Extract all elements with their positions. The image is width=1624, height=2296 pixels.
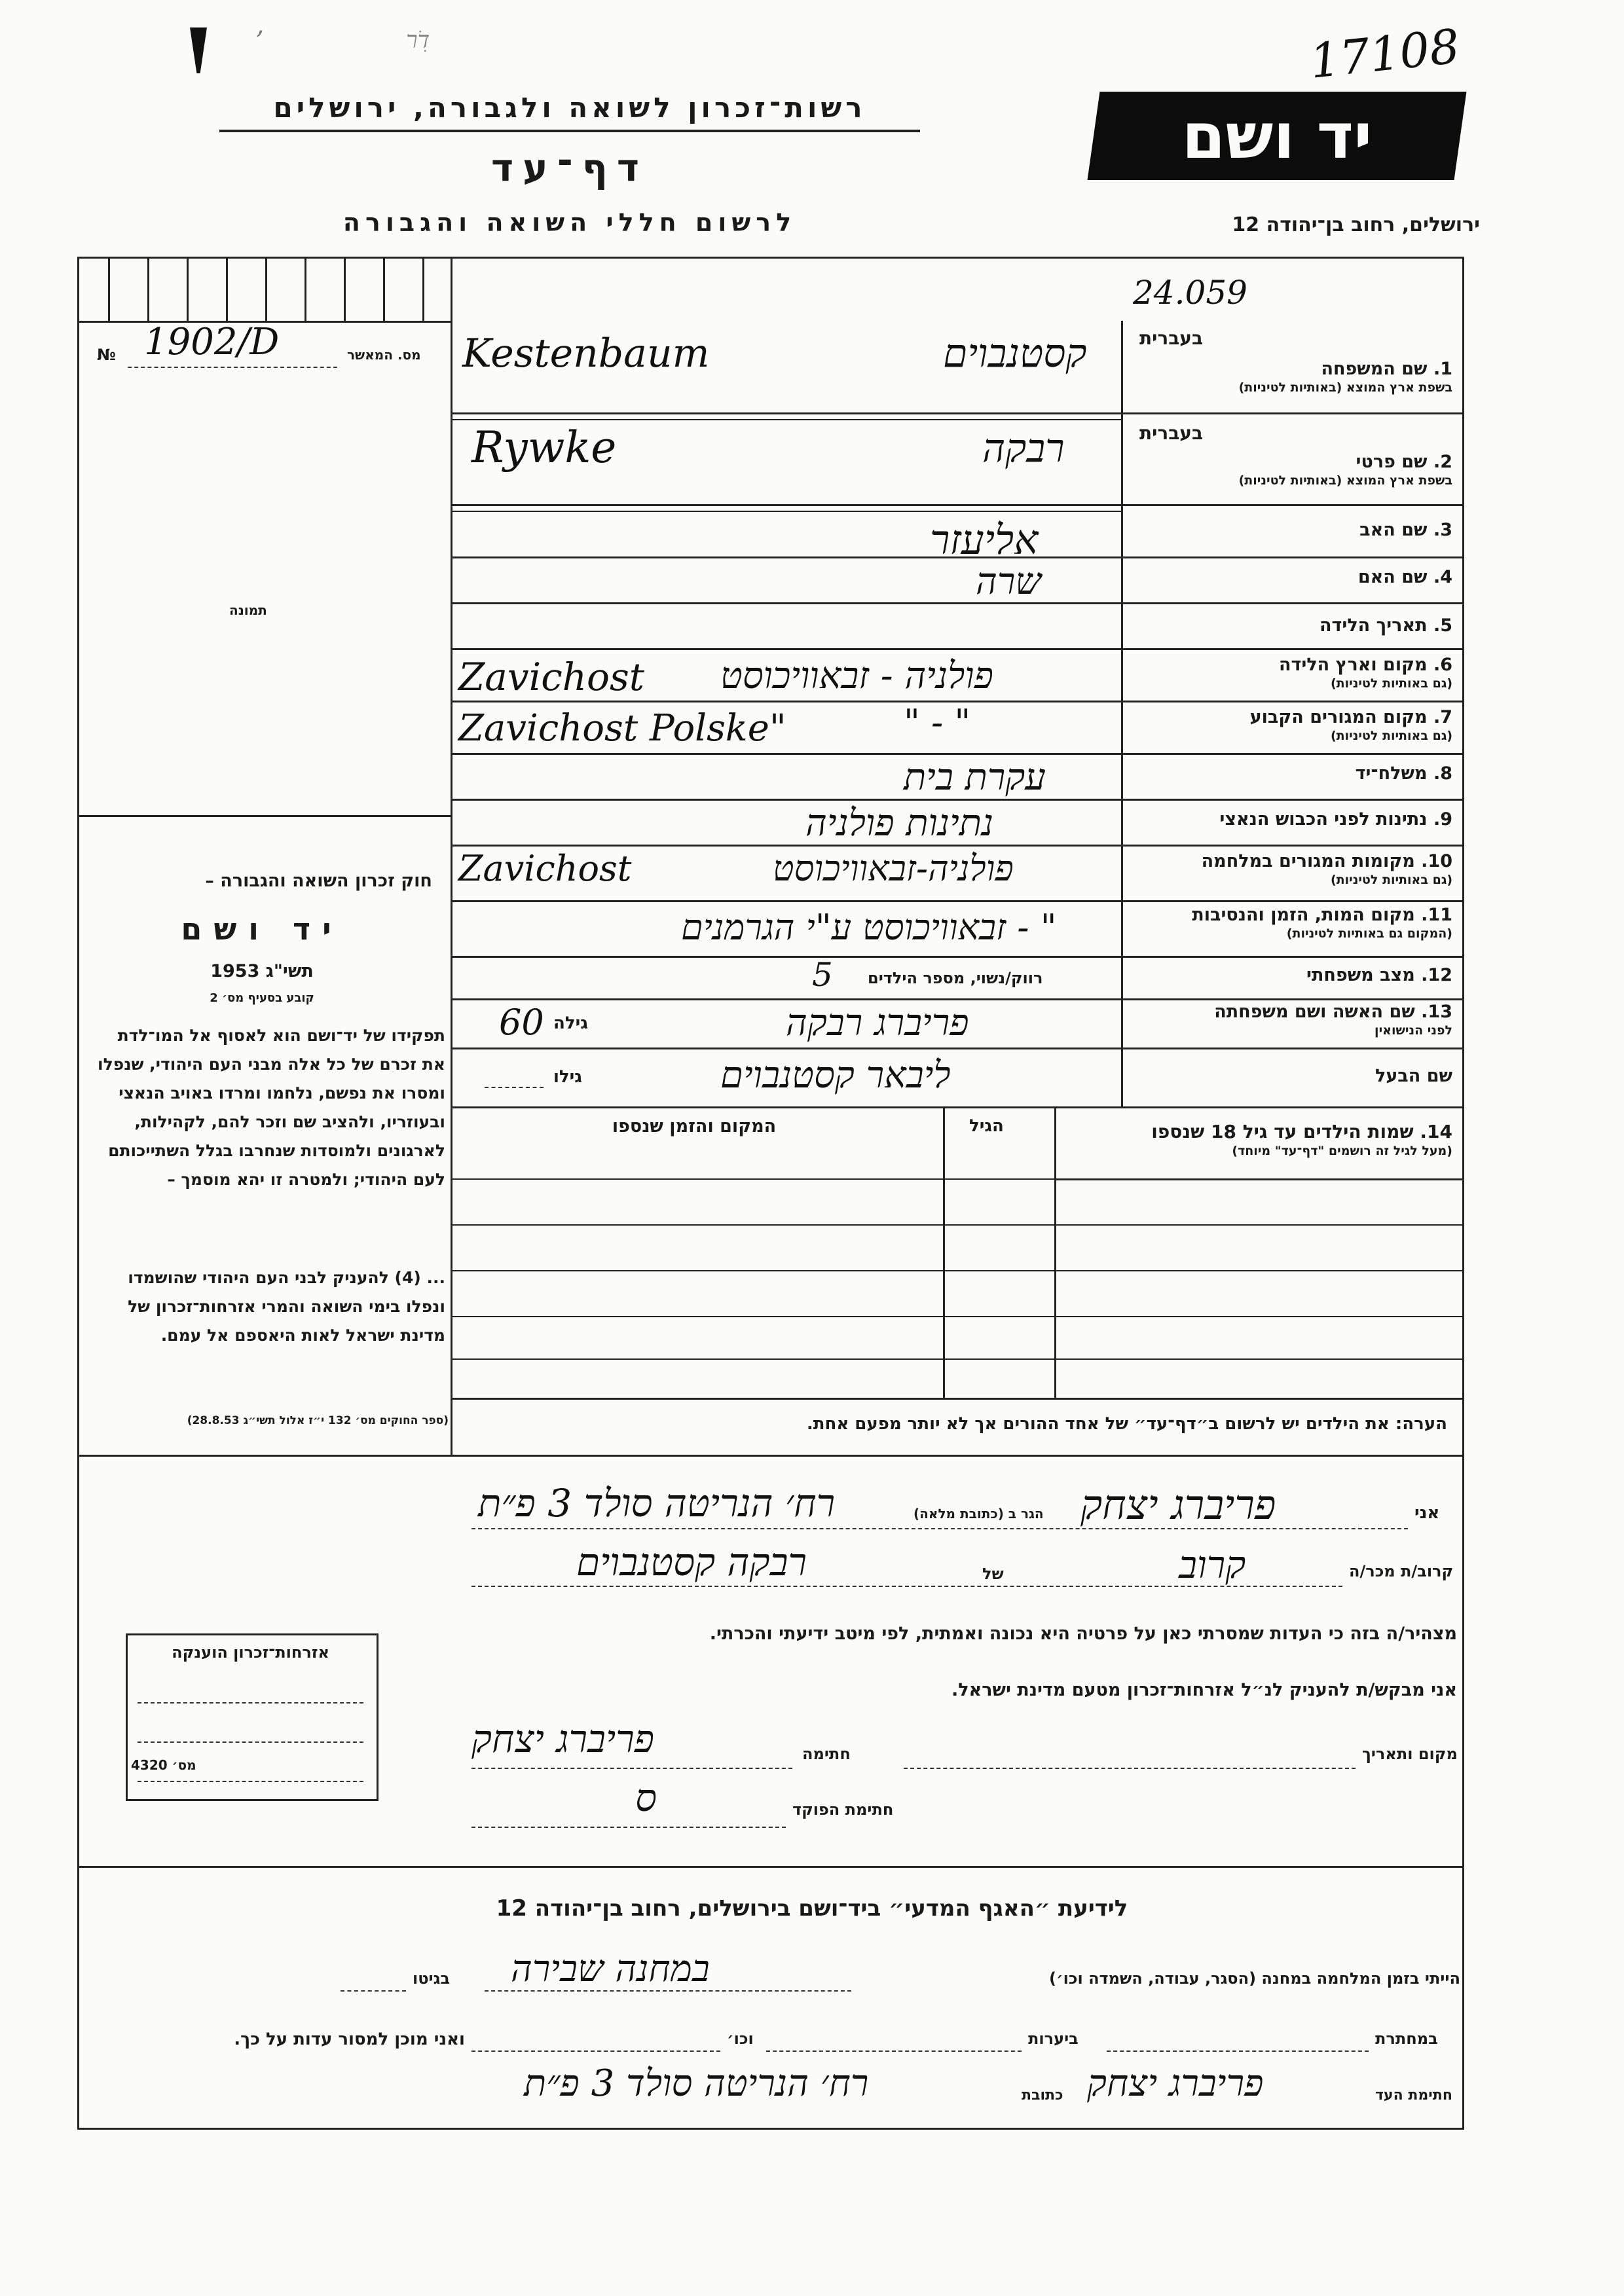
note: הערה: את הילדים יש לרשום ב״דף־עד״ של אחד ההורים אך לא יותר מפעם אחת. — [806, 1414, 1447, 1434]
row-line — [451, 998, 1462, 1000]
signature-value: פריברג יצחק — [471, 1717, 655, 1761]
field-3-label — [1359, 520, 1452, 540]
law-year: תשי"ג 1953 — [210, 961, 314, 981]
row-line — [451, 956, 1462, 958]
label-text: מקום המות, הזמן והנסיבות — [1192, 905, 1415, 925]
field-2-sub: בשפת ארץ המוצא (באותיות לטיניות) — [1238, 473, 1452, 488]
field-number: 3. — [1433, 520, 1452, 540]
children-col-divider — [1054, 1106, 1056, 1398]
frame-bottom — [77, 2128, 1464, 2130]
label-text: תאריך הלידה — [1319, 615, 1428, 636]
husband-age-label: גילו — [553, 1067, 582, 1087]
official-line — [471, 1827, 786, 1828]
husband-value: ליבאר קסטנבוים — [720, 1054, 951, 1097]
place-date-label: מקום ותאריך — [1362, 1745, 1458, 1763]
field-number: 14. — [1420, 1121, 1452, 1142]
husband-label: שם הבעל — [1375, 1066, 1452, 1086]
children-label — [1151, 1121, 1452, 1158]
corner-mark-mid: דִֹר — [406, 27, 430, 54]
corner-mark-right: ’ — [255, 26, 264, 56]
ready-label: ואני מוכן למסור עדות על כך. — [234, 2030, 465, 2049]
left-column-divider — [451, 257, 452, 1455]
box-divider — [226, 257, 228, 321]
witness-address-label: כתובת — [1022, 2087, 1063, 2104]
row-line — [451, 504, 1462, 506]
field-number: 10. — [1421, 851, 1452, 871]
field-10-label — [1202, 851, 1452, 887]
witness-label: חתימת העד — [1375, 2087, 1452, 2104]
serial-label: מס. המאשר — [347, 347, 421, 363]
official-value: ס — [635, 1776, 657, 1820]
address: ירושלים, רחוב בן־יהודה 12 — [1232, 213, 1480, 236]
field-3-value: אליעזר — [930, 516, 1039, 564]
camp-label: הייתי בזמן המלחמה במחנה (הסגר, עבודה, השמדה וכו׳) — [1049, 1969, 1460, 1988]
declarant-value: פריברג יצחק — [1080, 1481, 1276, 1529]
field-number: 13. — [1421, 1002, 1452, 1022]
field-number: 1. — [1433, 359, 1452, 379]
record-number: 24.059 — [1133, 274, 1247, 312]
frame-right — [1462, 257, 1464, 2129]
etc-line — [471, 2050, 720, 2052]
row-line — [451, 602, 1462, 604]
field-number: 12. — [1421, 965, 1452, 985]
field-4-value: שרה — [976, 560, 1041, 603]
field-1-hebrew: קסטנבוים — [943, 331, 1087, 376]
label-text: שמות הילדים עד גיל 18 שנספו — [1151, 1121, 1414, 1142]
field-6-hebrew: פולניה - זבאוויכוסט — [720, 655, 994, 697]
etc-label: וכו׳ — [727, 2030, 754, 2048]
field-7-latin: Zavichost Polske" — [458, 707, 786, 750]
frame-top — [77, 257, 1464, 259]
law-yad-vashem: יד ושם — [181, 911, 343, 947]
field-11-label — [1192, 905, 1452, 941]
frame-left — [77, 257, 79, 2129]
law-body: תפקידו של יד־ושם הוא לאסוף אל המו־לדת את זכרם של כל אלה מבני העם היהודי, שנפלו ומסרו את נפשם, נלחמו ומרדו באויב הנאצי ובעוזריו, ולהציב שם וזכר להם, לקהילות, לארגונים ולמוסדות שנחרבו בגלל השתייכותם לעם היהודי; ולמטרה זו יהא מוסמך – — [98, 1026, 445, 1189]
children-row-line — [451, 1270, 1462, 1271]
label-text: שם האם — [1357, 567, 1428, 587]
box-divider — [383, 257, 385, 321]
note-bottom — [77, 1455, 1464, 1457]
label-column-divider — [1121, 321, 1123, 1106]
field-10-hebrew: פולניה-זבאוויכוסט — [773, 848, 1014, 889]
field-1-sub: בשפת ארץ המוצא (באותיות לטיניות) — [1238, 380, 1452, 395]
field-9-label — [1219, 809, 1452, 829]
field-7-sub: (גם באותיות לטיניות) — [1330, 729, 1452, 743]
field-12-extra: רווק/נשוי, מספר הילדים — [868, 969, 1043, 987]
field-number: 11. — [1421, 905, 1452, 925]
row-line — [451, 753, 1462, 755]
row-line — [451, 412, 1462, 414]
camp-value: במחנה שבירה — [511, 1948, 710, 1990]
field-10-sub: (גם באותיות לטיניות) — [1330, 873, 1452, 887]
children-place-header: המקום והזמן שנספו — [612, 1116, 777, 1137]
field-2-latin: Rywke — [471, 422, 617, 473]
field-6-latin: Zavichost — [458, 655, 645, 699]
relative-value: קרוב — [1179, 1542, 1246, 1587]
field-12-label — [1306, 965, 1452, 985]
field-12-value: 5 — [812, 956, 833, 994]
relative-label: קרוב/ת מכר/ה — [1349, 1562, 1454, 1580]
authority-underline — [219, 130, 920, 132]
box-divider — [187, 257, 189, 321]
statement-2: אני מבקש/ת להעניק לנ״ל אזרחות־זכרון מטעם מדינת ישראל. — [951, 1680, 1457, 1700]
box-divider — [265, 257, 267, 321]
serial-prefix: № — [97, 346, 116, 364]
of-value: רבקה קסטנבוים — [576, 1540, 807, 1584]
children-col-divider — [943, 1106, 945, 1398]
row-line — [451, 900, 1462, 902]
children-sub: (מעל לגיל זה רושמים "דף־עד" מיוחד) — [1232, 1144, 1452, 1158]
husband-age-line — [485, 1087, 544, 1088]
children-age-header: הגיל — [969, 1116, 1004, 1136]
children-section-bottom — [451, 1398, 1462, 1400]
forest-label: ביערות — [1028, 2030, 1079, 2048]
signature-label: חתימה — [802, 1745, 851, 1763]
resident-label: הגר ב (כתובת מלאה) — [913, 1506, 1044, 1522]
of-label: של — [982, 1565, 1004, 1583]
field-13-sub: לפני הנישואין — [1375, 1023, 1452, 1038]
label-text: מקום וארץ הלידה — [1278, 655, 1428, 675]
row-line — [451, 1106, 1462, 1108]
field-2-hebrew: רבקה — [982, 426, 1065, 471]
forest-line — [766, 2050, 1022, 2052]
children-row-line — [451, 1178, 1054, 1180]
field-number: 8. — [1433, 763, 1452, 784]
field-7-label — [1250, 707, 1452, 743]
row-line — [451, 799, 1462, 801]
place-date-line — [904, 1768, 1356, 1769]
official-label: חתימת הפוקד — [792, 1800, 894, 1819]
law-body-2: ... (4) להעניק לבני העם היהודי שהושמדו ונפלו בימי השואה והמרי אזרחות־זכרון של מדינת ישראל לאות היאספם אל עמם. — [128, 1268, 445, 1345]
field-13-value: פריברג רבקה — [786, 1002, 969, 1044]
label-text: מקום המגורים הקבוע — [1249, 707, 1428, 727]
form-subtitle: לרשום חללי השואה והגבורה — [342, 208, 797, 237]
label-text: שם המשפחה — [1321, 359, 1428, 379]
serial-value: 1902/D — [144, 321, 280, 363]
label-text: שם פרטי — [1356, 452, 1428, 472]
resident-value: רח׳ הנריטה סולד 3 פ״ת — [478, 1481, 836, 1525]
children-row-line — [451, 1224, 1462, 1226]
field-9-value: נתינות פולניה — [805, 802, 994, 845]
wife-age-value: 60 — [499, 1002, 544, 1043]
wife-age-label: גילה — [553, 1013, 588, 1033]
logo-text: יד ושם — [1181, 99, 1373, 173]
field-2-tag: בעברית — [1139, 422, 1204, 444]
ghetto-label: בגיטו — [413, 1969, 450, 1988]
photo-label: תמונה — [229, 602, 267, 618]
law-clause: קובע בסעיף מס׳ 2 — [210, 991, 314, 1005]
field-11-sub: (המקום גם באותיות לטיניות) — [1286, 926, 1452, 941]
field-8-label — [1356, 763, 1452, 784]
field-7-hebrew: " - " — [904, 702, 971, 743]
citizenship-line — [138, 1781, 363, 1782]
field-8-value: עקרת בית — [904, 756, 1046, 799]
field-1-latin: Kestenbaum — [462, 331, 710, 376]
ghetto-line — [341, 1990, 406, 1992]
field-6-sub: (גם באותיות לטיניות) — [1330, 676, 1452, 691]
declarant-label: אני — [1414, 1503, 1440, 1523]
citizenship-title: אזרחות־זכרון הוענקה — [172, 1643, 329, 1662]
citizenship-line — [138, 1741, 363, 1743]
row-line — [451, 845, 1462, 847]
serial-line — [128, 367, 337, 368]
row-line — [451, 1048, 1462, 1049]
field-number: 6. — [1433, 655, 1452, 675]
label-text: שם האב — [1359, 520, 1428, 540]
yad-vashem-logo — [1088, 92, 1467, 180]
photo-area-bottom — [77, 815, 451, 817]
footer-title: לידיעת ״האגף המדעי״ ביד־ושם בירושלים, רחוב בן־יהודה 12 — [496, 1895, 1128, 1922]
field-number: 9. — [1433, 809, 1452, 829]
witness-value: פריברג יצחק — [1087, 2062, 1264, 2105]
row-line — [451, 511, 1121, 512]
form-title: דף־עד — [490, 145, 649, 190]
label-text: מקומות המגורים במלחמה — [1201, 851, 1415, 871]
field-5-label — [1320, 615, 1452, 636]
field-1-label — [1239, 359, 1452, 395]
field-6-label — [1279, 655, 1452, 691]
children-row-line — [451, 1316, 1462, 1317]
field-4-label — [1358, 567, 1452, 587]
children-row-line — [451, 1358, 1462, 1360]
witness-address-value: רח׳ הנריטה סולד 3 פ״ת — [524, 2062, 869, 2105]
maquis-line — [1107, 2050, 1369, 2052]
citizenship-number: מס׳ 4320 — [131, 1757, 196, 1773]
box-divider — [108, 257, 110, 321]
label-text: משלח־יד — [1355, 763, 1428, 784]
row-line — [451, 419, 1121, 420]
box-divider — [147, 257, 149, 321]
file-number: 17108 — [1307, 18, 1462, 89]
camp-line — [485, 1990, 851, 1992]
box-divider — [304, 257, 306, 321]
box-divider — [422, 257, 424, 321]
authority-name: רשות־זכרון לשואה ולגבורה, ירושלים — [273, 92, 866, 124]
field-number: 2. — [1433, 452, 1452, 472]
field-number: 7. — [1433, 707, 1452, 727]
statement-1: מצהיר/ה בזה כי העדות שמסרתי כאן על פרטיה היא נכונה ואמתית, לפי מיטב ידיעתי והכרתי. — [709, 1624, 1457, 1644]
field-2-label — [1239, 452, 1452, 488]
children-row-line — [1054, 1178, 1462, 1180]
field-10-latin: Zavichost — [458, 848, 632, 889]
row-line — [451, 648, 1462, 650]
label-text: נתינות לפני הכבוש הנאצי — [1219, 809, 1428, 829]
field-number: 4. — [1433, 567, 1452, 587]
label-text: מצב משפחתי — [1306, 965, 1415, 985]
label-text: שם האשה ושם משפחתה — [1214, 1002, 1415, 1022]
law-title: חוק זכרון השואה והגבורה – — [205, 871, 432, 891]
field-11-value: " - זבאוויכוסט ע"י הגרמנים — [681, 907, 1057, 948]
signature-line — [471, 1768, 792, 1769]
field-1-tag: בעברית — [1139, 327, 1204, 349]
field-13-label — [1214, 1002, 1452, 1038]
ink-mark — [190, 27, 207, 73]
law-citation: (ספר החוקים מס׳ 132 י״ז אלול תשי״ג 28.8.53) — [187, 1414, 449, 1427]
field-number: 5. — [1433, 615, 1452, 636]
citizenship-line — [138, 1702, 363, 1704]
maquis-label: במחתרת — [1375, 2030, 1438, 2048]
footer-divider — [77, 1866, 1464, 1868]
box-divider — [344, 257, 346, 321]
